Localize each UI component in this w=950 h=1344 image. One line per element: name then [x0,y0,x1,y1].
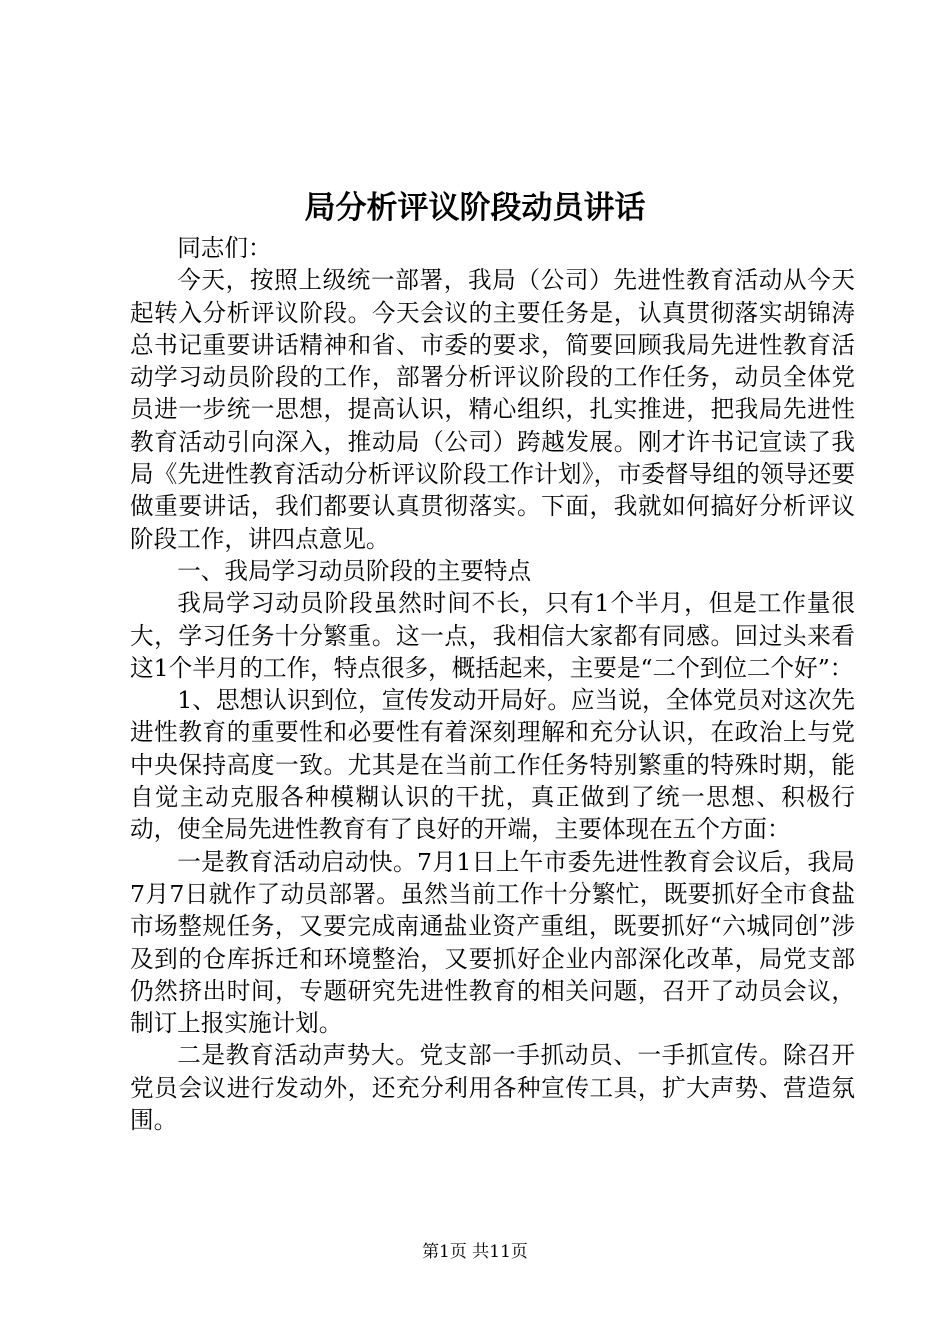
salutation: 同志们： [177,234,272,262]
paragraph-point-1: 1、思想认识到位，宣传发动开局好。应当说，全体党员对这次先进性教育的重要性和必要性有着深刻理解和充分认识，在政治上与党中央保持高度一致。尤其是在当前工作任务特别繁重的特殊时期，能自觉主动克服各种模糊认识的干扰，真正做到了统一思想、积极行动，使全局先进性教育有了良好的开端，主要体现在五个方面： [130,686,855,844]
paragraph-aspect-1: 一是教育活动启动快。7月1日上午市委先进性教育会议后，我局7月7日就作了动员部署。虽然当前工作十分繁忙，既要抓好全市食盐市场整规任务，又要完成南通盐业资产重组，既要抓好“六城同创”涉及到的仓库拆迁和环境整治，又要抓好企业内部深化改革，局党支部仍然挤出时间，专题研究先进性教育的相关问题，召开了动员会议，制订上报实施计划。 [130,847,855,1038]
paragraph-section-1: 我局学习动员阶段虽然时间不长，只有1个半月，但是工作量很大，学习任务十分繁重。这一点，我相信大家都有同感。回过头来看这1个半月的工作，特点很多，概括起来，主要是“二个到位二个好”： [130,589,855,682]
paragraph-intro: 今天，按照上级统一部署，我局（公司）先进性教育活动从今天起转入分析评议阶段。今天会议的主要任务是，认真贯彻落实胡锦涛总书记重要讲话精神和省、市委的要求，简要回顾我局先进性教育活动学习动员阶段的工作，部署分析评议阶段的工作任务，动员全体党员进一步统一思想，提高认识，精心组织，扎实推进，把我局先进性教育活动引向深入，推动局（公司）跨越发展。刚才许书记宣读了我局《先进性教育活动分析评议阶段工作计划》，市委督导组的领导还要做重要讲话，我们都要认真贯彻落实。下面，我就如何搞好分析评议阶段工作，讲四点意见。 [130,266,855,553]
paragraph-aspect-2: 二是教育活动声势大。党支部一手抓动员、一手抓宣传。除召开党员会议进行发动外，还充分利用各种宣传工具，扩大声势、营造氛围。 [130,1041,855,1135]
page-number-footer: 第1页 共11页 [422,1242,528,1262]
section-heading-1: 一、我局学习动员阶段的主要特点 [177,556,532,585]
document-body [130,232,855,1136]
document-title: 局分析评议阶段动员讲话 [304,190,646,226]
